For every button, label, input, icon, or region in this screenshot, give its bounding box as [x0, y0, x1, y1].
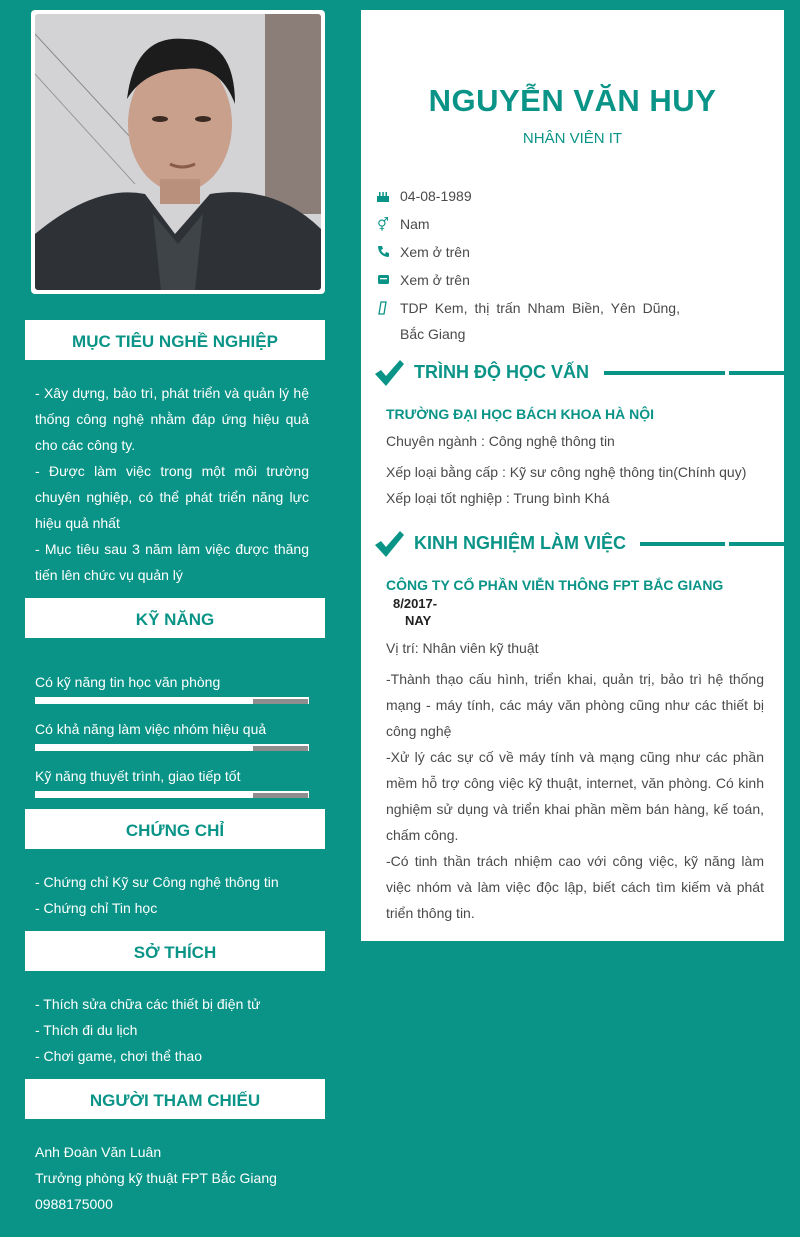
certificate-item: - Chứng chỉ Kỹ sư Công nghệ thông tin [35, 874, 279, 890]
position: Vị trí: Nhân viên kỹ thuật [386, 640, 539, 656]
skill-bar [35, 744, 309, 751]
hobby-item: - Chơi game, chơi thể thao [35, 1048, 202, 1064]
certificates-list [35, 869, 309, 921]
objective-heading: MỤC TIÊU NGHỀ NGHIỆP [25, 320, 325, 360]
experience-heading: KINH NGHIỆM LÀM VIỆC [414, 533, 627, 553]
hobby-item: - Thích đi du lịch [35, 1022, 138, 1038]
references-heading: NGƯỜI THAM CHIẾU [25, 1079, 325, 1119]
reference-item: 0988175000 [35, 1196, 113, 1212]
references-list [35, 1139, 309, 1217]
skill-label: Có kỹ năng tin học văn phòng [35, 674, 221, 690]
education-header [373, 358, 784, 392]
email-value: Xem ở trên [400, 272, 470, 288]
gender-icon: ⚥ [377, 217, 389, 232]
education-details-2 [386, 459, 764, 511]
phone-value: Xem ở trên [400, 244, 470, 260]
experience-position [386, 635, 764, 661]
objective-item: - Mục tiêu sau 3 năm làm việc được thăng tiến lên chức vụ quản lý [35, 541, 309, 583]
profile-photo [31, 10, 325, 294]
objective-list [35, 380, 309, 588]
experience-header [373, 529, 784, 563]
hobbies-heading: SỞ THÍCH [25, 931, 325, 971]
certificate-item: - Chứng chỉ Tin học [35, 900, 158, 916]
birthday-cake-icon [375, 189, 391, 205]
skill-bar [35, 791, 309, 798]
hobby-item: - Thích sửa chữa các thiết bị điện tử [35, 996, 261, 1012]
period-end: NAY [405, 613, 432, 628]
location-icon [375, 301, 391, 317]
experience-list [386, 666, 764, 926]
experience-item: -Thành thạo cấu hình, triển khai, quản trị, bảo trì hệ thống mạng - máy tính, các máy văn phòng cũng như các thiết bị công nghệ [386, 671, 764, 739]
email-icon [375, 273, 391, 289]
experience-item: -Có tinh thần trách nhiệm cao với công việc, kỹ năng làm việc nhóm và làm việc độc lập, biết cách tìm kiếm và phát triển thông tin. [386, 853, 764, 921]
school-name: TRƯỜNG ĐẠI HỌC BÁCH KHOA HÀ NỘI [386, 406, 655, 422]
skill-label: Kỹ năng thuyết trình, giao tiếp tốt [35, 768, 241, 784]
checkmark-icon [373, 529, 405, 561]
gender-value: Nam [400, 216, 430, 232]
skill-bar [35, 697, 309, 704]
education-heading: TRÌNH ĐỘ HỌC VẤN [414, 362, 589, 382]
profile-name: NGUYỄN VĂN HUY [428, 83, 717, 118]
phone-icon [375, 245, 391, 261]
address-value: TDP Kem, thị trấn Nham Biền, Yên Dũng, Bắc Giang [400, 300, 680, 342]
reference-item: Anh Đoàn Văn Luân [35, 1144, 162, 1160]
experience-item: -Xử lý các sự cố về máy tính và mạng cũng như các phần mềm hỗ trợ công việc kỹ thuật, internet, văn phòng. Có kinh nghiệm sử dụng và triển khai phần mềm bán hàng, kế toán, chấm công. [386, 749, 764, 843]
period-start: 8/2017- [393, 596, 438, 611]
birthday-value: 04-08-1989 [400, 188, 472, 204]
objective-item: - Được làm việc trong một môi trường chuyên nghiệp, có thể phát triển năng lực hiệu quả nhất [35, 463, 309, 531]
company-name: CÔNG TY CỔ PHẦN VIỄN THÔNG FPT BẮC GIANG [386, 577, 724, 593]
objective-item: - Xây dựng, bảo trì, phát triển và quản lý hệ thống công nghệ nhằm đáp ứng hiệu quả cho các công ty. [35, 385, 309, 453]
skill-label: Có khả năng làm việc nhóm hiệu quả [35, 721, 267, 737]
checkmark-icon [373, 358, 405, 390]
education-details [386, 428, 764, 454]
skills-heading: KỸ NĂNG [25, 598, 325, 638]
profile-title: NHÂN VIÊN IT [522, 130, 623, 147]
work-period [393, 595, 437, 629]
reference-item: Trưởng phòng kỹ thuật FPT Bắc Giang [35, 1170, 277, 1186]
certificates-heading: CHỨNG CHỈ [25, 809, 325, 849]
education-major: Chuyên ngành : Công nghệ thông tin [386, 433, 615, 449]
education-graduation: Xếp loại tốt nghiệp : Trung bình Khá [386, 490, 610, 506]
hobbies-list [35, 991, 309, 1069]
education-degree: Xếp loại bằng cấp : Kỹ sư công nghệ thông tin(Chính quy) [386, 464, 747, 480]
main-panel [361, 10, 784, 941]
